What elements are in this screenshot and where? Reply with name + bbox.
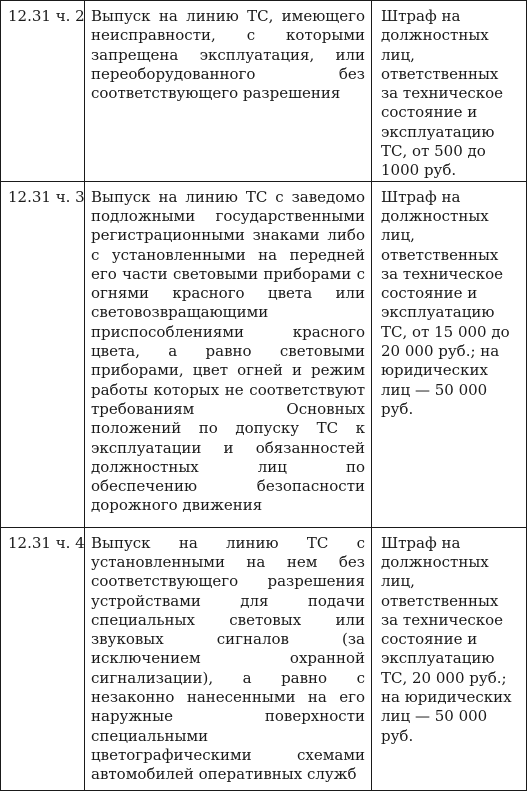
violation-cell: Выпуск на линию ТС с заведомо подложными государственными регистрационными знаками либо с установленными на передней его части световыми приборами с огнями красного цвета или световозвращающими приспособлениями красного цвета, а равно световыми приборами, цвет огней и режим работы которых не соответствуют требованиям Основных положений по допуску ТС к эксплуатации и обязанностей должностных лиц по обеспечению безопасности дорожного движения [85,181,372,527]
penalty-cell: Штраф на должностных лиц, ответственных за техническое состояние и эксплуатацию ТС, от 500 до 1000 руб. [372,1,527,182]
article-cell: 12.31 ч. 4 [1,527,85,790]
table-row [1,527,527,790]
penalty-cell: Штраф на должностных лиц, ответственных за техническое состояние и эксплуатацию ТС, от 15 000 до 20 000 руб.; на юридических лиц — 50 000 руб. [372,181,527,527]
table-row [1,181,527,527]
article-cell: 12.31 ч. 2 [1,1,85,182]
violation-cell: Выпуск на линию ТС, имеющего неисправности, с которыми запрещена эксплуатация, или переоборудованного без соответствующего разрешения [85,1,372,182]
article-cell: 12.31 ч. 3 [1,181,85,527]
violation-cell: Выпуск на линию ТС с установленными на нем без соответствующего разрешения устройствами для подачи специальных световых или звуковых сигналов (за исключением охранной сигнализации), а равно с незаконно нанесенными на его наружные поверхности специальными цветографическими схемами автомобилей оперативных служб [85,527,372,790]
table-row [1,1,527,182]
penalty-cell: Штраф на должностных лиц, ответственных за техническое состояние и эксплуатацию ТС, 20 000 руб.; на юридических лиц — 50 000 руб. [372,527,527,790]
